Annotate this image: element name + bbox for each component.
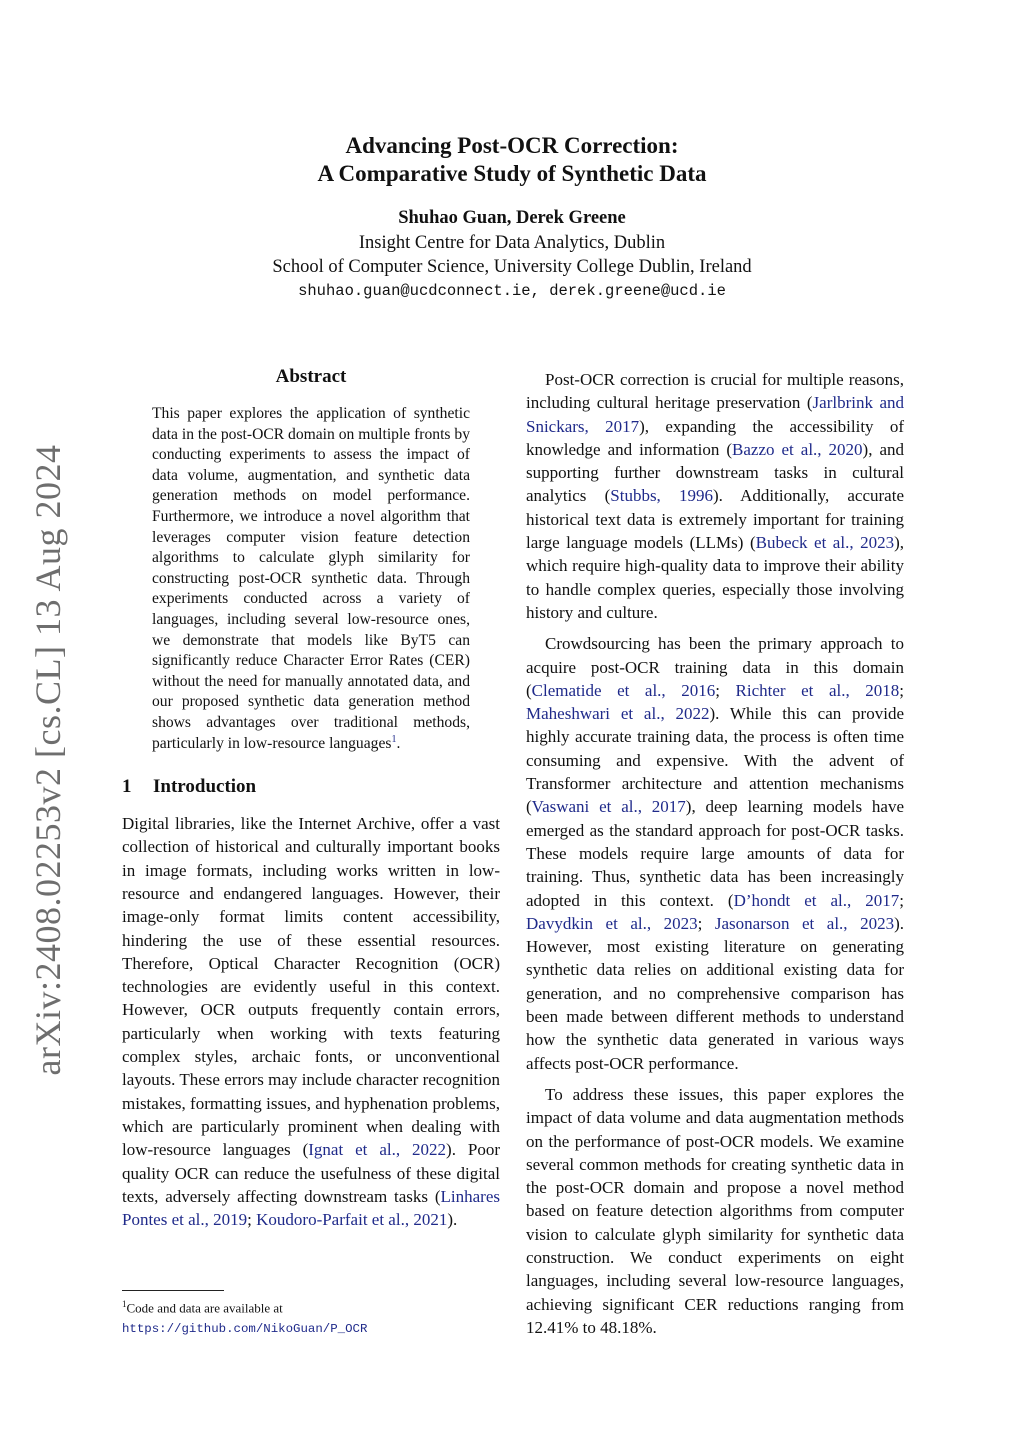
citation-link-jasonarson[interactable]: Jasonarson et al., 2023	[714, 913, 895, 933]
author-names: Shuhao Guan, Derek Greene	[398, 208, 626, 228]
para1-text-4: ). Additionally, accurate historical text data is extremely important for training large language models (LLMs) (	[526, 486, 904, 553]
para2-text-5: ), deep learning models have emerged as the standard approach for post-OCR tasks. These models require large amounts of data for training. Thus, synthetic data has been increasingly adopted in this context. (	[526, 797, 904, 910]
footnote	[122, 1294, 500, 1339]
para2-text-8: ). However, most existing literature on generating synthetic data relies on additional existing data for generation, and no comprehensive comparison has been made between different methods to understand how the synthetic data generated in various ways affects post-OCR performance.	[526, 913, 904, 1073]
footnote-number: 1	[122, 1299, 127, 1309]
arxiv-identifier-text: arXiv:2408.02253v2 [cs.CL] 13 Aug 2024	[28, 444, 68, 1076]
paper-title-line-1: Advancing Post-OCR Correction:	[345, 133, 679, 158]
citation-link-linhares[interactable]: Linhares Pontes et al., 2019	[122, 1186, 500, 1230]
para2-text-6: ;	[899, 890, 904, 910]
paragraph-crowdsourcing	[526, 632, 904, 1075]
paragraph-post-ocr-importance	[526, 368, 904, 624]
citation-link-davydkin[interactable]: Davydkin et al., 2023	[526, 913, 698, 933]
affiliation-insight: Insight Centre for Data Analytics, Dublin	[358, 233, 666, 253]
author-emails: shuhao.guan@ucdconnect.ie, derek.greene@ucd.ie	[298, 282, 726, 300]
citation-link-stubbs[interactable]: Stubbs, 1996	[610, 486, 713, 506]
citation-link-dhondt[interactable]: D’hondt et al., 2017	[733, 890, 900, 910]
para2-text-3: ;	[899, 680, 905, 700]
abstract-end-period: .	[396, 734, 401, 752]
para2-text-4: ). While this can provide highly accurate training data, the process is often time consuming and expensive. With the advent of Transformer architecture and attention mechanisms (	[526, 704, 904, 817]
para2-text-1: Crowdsourcing has been the primary approach to acquire post-OCR training data in this domain (	[526, 634, 904, 700]
citation-link-richter[interactable]: Richter et al., 2018	[735, 680, 900, 700]
para2-text-7: ;	[697, 913, 715, 933]
abstract-heading: Abstract	[275, 366, 347, 387]
paragraph-contributions: To address these issues, this paper explores the impact of data volume and data augmentation methods on the performance of post-OCR models. We examine several common methods for creating synthetic data in the post-OCR domain and propose a novel method based on feature detection algorithms from computer vision to calculate glyph similarity for synthetic data construction. We conduct experiments on eight languages, including several low-resource languages, achieving significant CER reductions ranging from 12.41% to 48.18%.	[526, 1084, 904, 1337]
affiliation-ucd: School of Computer Science, University College Dublin, Ireland	[272, 257, 752, 277]
citation-link-bubeck[interactable]: Bubeck et al., 2023	[755, 533, 895, 553]
abstract-text	[152, 404, 470, 754]
footnote-marker-link[interactable]: 1	[391, 733, 397, 745]
citation-link-vaswani[interactable]: Vaswani et al., 2017	[531, 797, 686, 817]
code-repository-link[interactable]: https://github.com/NikoGuan/P_OCR	[122, 1322, 368, 1337]
abstract-body-text: This paper explores the application of synthetic data in the post-OCR domain on multiple fronts by conducting experiments to assess the impact of data volume, augmentation, and synthetic data generation methods on model performance. Furthermore, we introduce a novel algorithm that leverages computer vision feature detection algorithms to calculate glyph similarity for constructing post-OCR synthetic data. Through experiments conducted across a variety of languages, including several low-resource ones, we demonstrate that models like ByT5 can significantly reduce Character Error Rates (CER) without the need for manually annotated data, and our proposed synthetic data generation method shows advantages over traditional methods, particularly in low-resource languages	[152, 405, 470, 752]
citation-link-ignat[interactable]: Ignat et al., 2022	[308, 1140, 447, 1160]
intro-text-3: ;	[247, 1210, 257, 1230]
citation-link-clematide[interactable]: Clematide et al., 2016	[531, 680, 716, 700]
arxiv-identifier	[18, 444, 78, 1076]
para1-text-5: ), which require high-quality data to improve their ability to handle complex queries, especially those involving history and culture.	[526, 533, 904, 622]
intro-text-1: Digital libraries, like the Internet Archive, offer a vast collection of historical and culturally important books in image formats, including works written in low-resource and endangered languages. However, their image-only format limits content accessibility, hindering the use of these essential resources. Therefore, Optical Character Recognition (OCR) technologies are evidently useful in this context. However, OCR outputs frequently contain errors, particularly when working with texts featuring complex styles, archaic fonts, or unconventional layouts. These errors may include character recognition mistakes, formatting issues, and hyphenation problems, which are particularly prominent when dealing with low-resource languages (	[122, 814, 500, 1160]
para2-text-2: ;	[715, 680, 736, 700]
footnote-text: Code and data are available at	[126, 1300, 283, 1316]
citation-link-koudoro[interactable]: Koudoro-Parfait et al., 2021	[256, 1210, 448, 1230]
citation-link-maheshwari[interactable]: Maheshwari et al., 2022	[526, 704, 710, 724]
intro-text-4: ).	[447, 1210, 458, 1230]
intro-text-2: ). Poor quality OCR can reduce the usefulness of these digital texts, adversely affecting downstream tasks (	[122, 1140, 500, 1206]
citation-link-jarlbrink[interactable]: Jarlbrink and Snickars, 2017	[526, 393, 904, 436]
right-column	[526, 368, 904, 1347]
para1-text-2: ), expanding the accessibility of knowledge and information (	[526, 416, 905, 459]
section-number: 1	[122, 776, 132, 798]
para1-text-1: Post-OCR correction is crucial for multiple reasons, including cultural heritage preservation (	[526, 370, 904, 413]
citation-link-bazzo[interactable]: Bazzo et al., 2020	[732, 439, 863, 459]
footnote-divider	[122, 1290, 224, 1291]
section-title: Introduction	[153, 776, 257, 798]
intro-paragraph	[122, 812, 500, 1231]
section-heading-introduction	[122, 774, 500, 800]
paper-header	[0, 132, 1024, 303]
left-column	[122, 364, 500, 1231]
para1-text-3: ), and supporting further downstream tasks in cultural analytics (	[526, 439, 904, 506]
paper-title-line-2: A Comparative Study of Synthetic Data	[317, 161, 707, 186]
